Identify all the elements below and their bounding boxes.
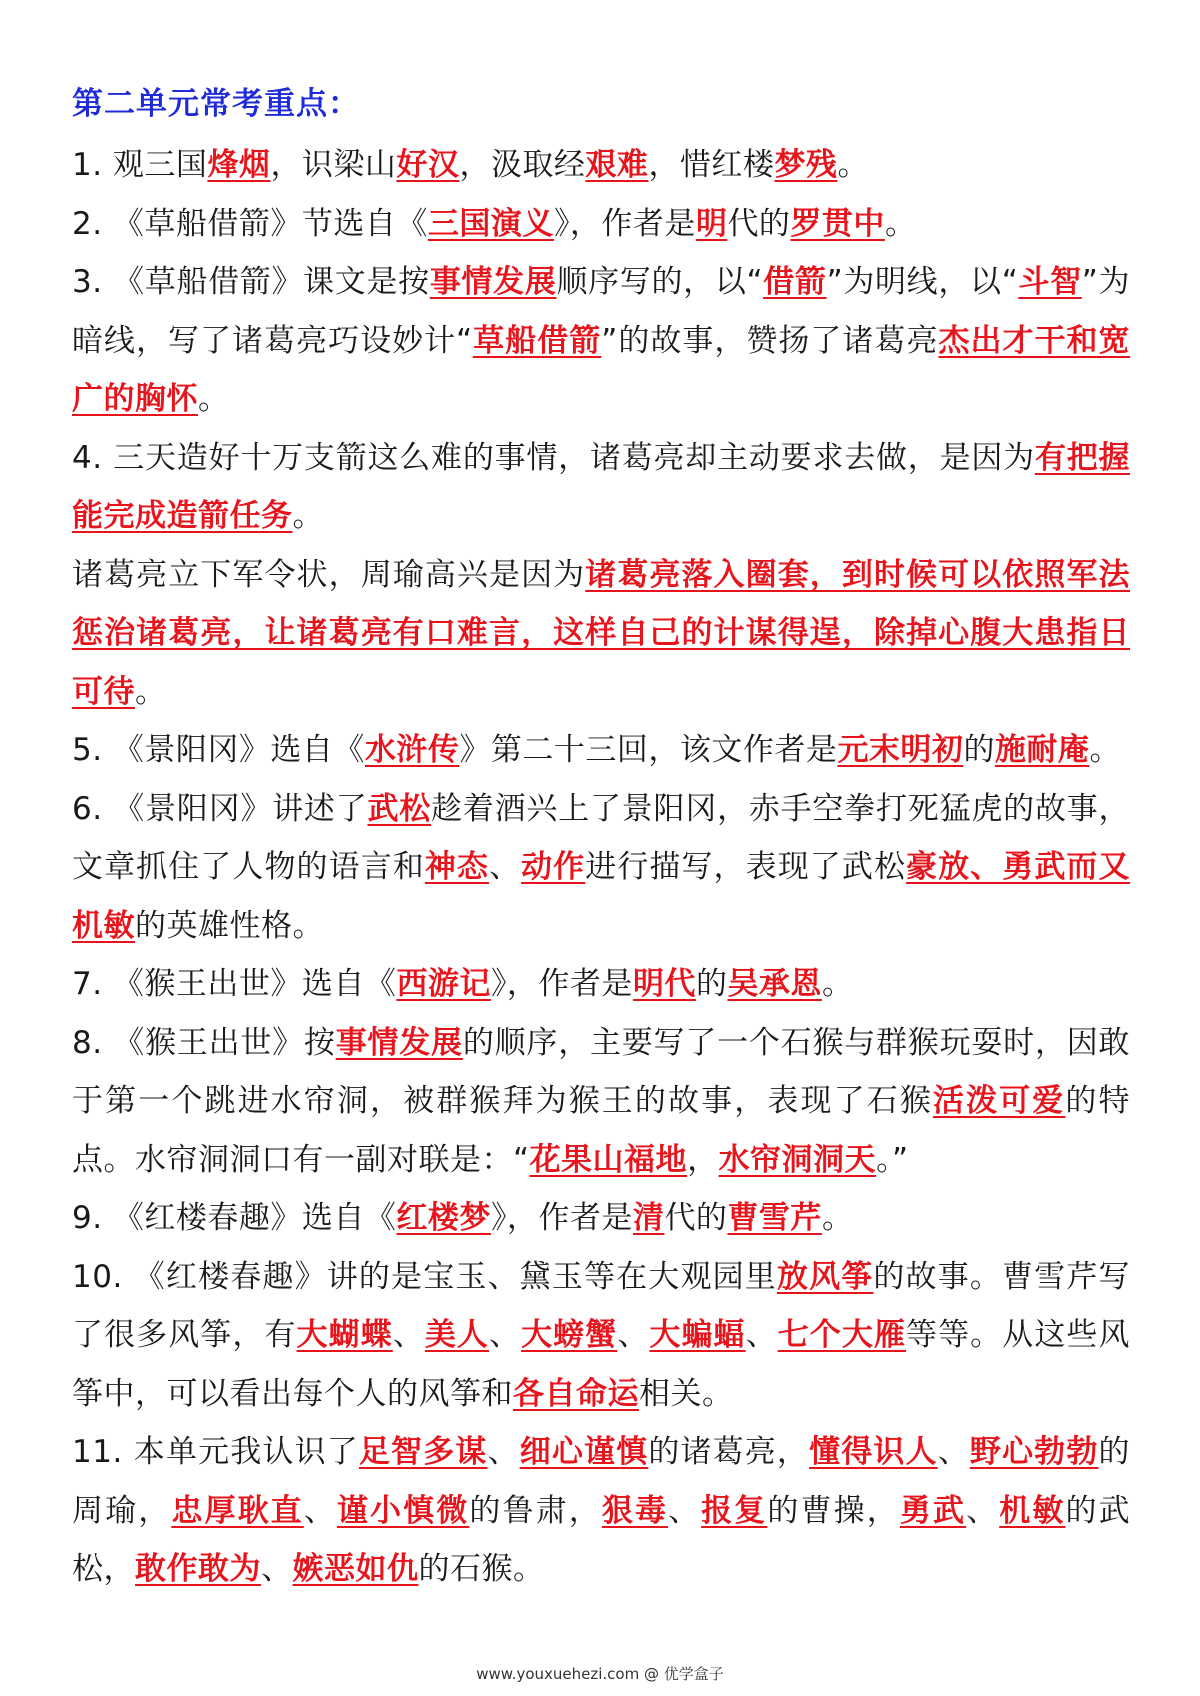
key-point-paragraph: [72, 1014, 1130, 1190]
answer-highlight: 吴承恩: [727, 966, 822, 1002]
body-text: 的周瑜，: [72, 1434, 1130, 1529]
answer-highlight: 动作: [521, 849, 586, 885]
answer-highlight: 武松: [367, 790, 432, 827]
key-point-paragraph: [72, 1423, 1130, 1599]
body-text: 、: [392, 1317, 425, 1353]
answer-highlight: 水帘洞洞天: [718, 1141, 877, 1178]
body-text: 》，作者是: [490, 966, 633, 1002]
body-text: 8. 《猴王出世》按: [72, 1024, 336, 1061]
body-text: 顺序写的，以“: [556, 264, 764, 300]
answer-highlight: 草船借箭: [472, 322, 602, 359]
answer-highlight: 机敏: [999, 1492, 1066, 1529]
answer-highlight: 红楼梦: [396, 1200, 491, 1236]
footer-watermark: www.youxuehezi.com @ 优学盒子: [476, 1665, 724, 1683]
answer-highlight: 懂得识人: [809, 1434, 938, 1470]
body-text: 的曹操，: [767, 1492, 900, 1529]
body-text: 11. 本单元我认识了: [72, 1434, 359, 1470]
answer-highlight: 曹雪芹: [727, 1200, 822, 1236]
answer-highlight: 放风筝: [776, 1258, 874, 1295]
body-text: 、: [668, 1492, 702, 1529]
answer-highlight: 好汉: [396, 147, 460, 183]
body-text: 、: [303, 1492, 337, 1529]
body-text: 。: [292, 498, 324, 534]
body-text: 6. 《景阳冈》讲述了: [72, 790, 368, 827]
answer-highlight: 烽烟: [207, 147, 271, 183]
answer-highlight: 勇武: [899, 1492, 967, 1529]
answer-highlight: 诸葛亮落入圈套，到时候可以依照军法惩治诸葛亮，让诸葛亮有口难言，这样自己的计谋得逞，除掉心腹大患指日可待: [72, 556, 1130, 710]
body-text: 的特点。水帘洞洞口有一副对联是：“: [72, 1083, 1131, 1178]
answer-highlight: 豪放、勇武而又机敏: [72, 849, 1130, 944]
body-text: 、: [966, 1492, 1000, 1529]
body-text: ”的故事，赞扬了诸葛亮: [601, 322, 939, 359]
key-points-list: [72, 136, 1130, 1599]
answer-highlight: 事情发展: [335, 1024, 463, 1061]
answer-highlight: 活泼可爱: [932, 1083, 1066, 1119]
key-point-paragraph: [72, 721, 1130, 780]
answer-highlight: 西游记: [396, 966, 491, 1002]
answer-highlight: 斗智: [1018, 264, 1082, 300]
answer-highlight: 施耐庵: [994, 732, 1090, 768]
key-point-paragraph: [72, 253, 1130, 429]
answer-highlight: 艰难: [585, 147, 649, 183]
body-text: 1. 观三国: [72, 147, 208, 183]
page-title: 第二单元常考重点：: [72, 86, 360, 122]
answer-highlight: 细心谨慎: [519, 1434, 649, 1470]
body-text: 的: [963, 732, 995, 768]
answer-highlight: 野心勃勃: [969, 1434, 1099, 1470]
body-text: ，惜红楼: [648, 147, 775, 183]
key-point-paragraph: [72, 1189, 1130, 1248]
body-text: 的: [695, 966, 728, 1002]
body-text: 的石猴。: [418, 1551, 545, 1587]
key-point-paragraph: [72, 195, 1130, 254]
answer-highlight: 神态: [424, 849, 490, 885]
answer-highlight: 敢作敢为: [135, 1551, 261, 1587]
answer-highlight: 梦残: [774, 147, 838, 183]
body-text: 》第二十三回，该文作者是: [459, 732, 838, 768]
body-text: 的英雄性格。: [135, 907, 324, 944]
body-text: 。”: [876, 1141, 909, 1178]
body-text: 。: [1089, 732, 1121, 768]
answer-highlight: 七个大雁: [777, 1317, 907, 1353]
body-text: 》，作者是: [553, 205, 696, 242]
answer-highlight: 嫉恶如仇: [292, 1551, 419, 1587]
key-point-paragraph: [72, 429, 1130, 546]
answer-highlight: 三国演义: [427, 205, 554, 242]
key-point-paragraph: [72, 136, 1130, 195]
body-text: 3. 《草船借箭》课文是按: [72, 264, 430, 300]
body-text: 、: [617, 1317, 650, 1353]
answer-highlight: 借箭: [763, 264, 827, 300]
key-point-paragraph: [72, 955, 1130, 1014]
body-text: 、: [489, 849, 522, 885]
body-text: 、: [489, 1317, 522, 1353]
body-text: 、: [487, 1434, 520, 1470]
answer-highlight: 明: [695, 205, 728, 242]
body-text: 的鲁肃，: [469, 1492, 602, 1529]
key-point-paragraph: [72, 1248, 1130, 1424]
answer-highlight: 大蝙蝠: [649, 1317, 746, 1353]
body-text: 。: [821, 1200, 854, 1236]
body-text: 。: [198, 381, 230, 417]
answer-highlight: 美人: [424, 1317, 490, 1353]
body-text: 的武松，: [72, 1492, 1131, 1587]
body-text: 5. 《景阳冈》选自《: [72, 732, 365, 768]
answer-highlight: 报复: [701, 1492, 768, 1529]
body-text: 、: [261, 1551, 293, 1587]
answer-highlight: 清: [632, 1200, 665, 1236]
answer-highlight: 大螃蟹: [521, 1317, 618, 1353]
answer-highlight: 水浒传: [364, 732, 460, 768]
body-text: 。: [821, 966, 854, 1002]
answer-highlight: 大蝴蝶: [296, 1317, 393, 1353]
document-page: [72, 82, 1130, 1599]
key-point-paragraph: [72, 546, 1130, 722]
body-text: 的诸葛亮，: [648, 1434, 810, 1470]
answer-highlight: 罗贯中: [790, 205, 885, 242]
body-text: 。: [884, 205, 917, 242]
body-text: 。: [135, 673, 167, 710]
answer-highlight: 谨小慎微: [336, 1492, 470, 1529]
body-text: 9. 《红楼春趣》选自《: [72, 1200, 397, 1236]
answer-highlight: 杰出才干和宽广的胸怀: [72, 322, 1131, 417]
body-text: ”为暗线，写了诸葛亮巧设妙计“: [72, 264, 1131, 359]
body-text: 10. 《红楼春趣》讲的是宝玉、黛玉等在大观园里: [72, 1258, 777, 1295]
body-text: ”为明线，以“: [826, 264, 1019, 300]
body-text: 。: [837, 147, 869, 183]
body-text: 4. 三天造好十万支箭这么难的事情，诸葛亮却主动要求去做，是因为: [72, 439, 1035, 476]
answer-highlight: 有把握能完成造箭任务: [72, 439, 1131, 534]
body-text: 的故事。曹雪芹写了很多风筝，有: [72, 1258, 1130, 1353]
body-text: 》，作者是: [490, 1200, 633, 1236]
body-text: 代的: [727, 205, 791, 242]
body-text: ，识梁山: [270, 147, 397, 183]
answer-highlight: 花果山福地: [529, 1141, 688, 1178]
body-text: 趁着酒兴上了景阳冈，赤手空拳打死猛虎的故事，文章抓住了人物的语言和: [72, 790, 1131, 885]
answer-highlight: 元末明初: [837, 732, 964, 768]
answer-highlight: 足智多谋: [358, 1434, 488, 1470]
body-text: ，汲取经: [459, 147, 586, 183]
answer-highlight: 狠毒: [601, 1492, 669, 1529]
answer-highlight: 忠厚耿直: [171, 1492, 304, 1529]
body-text: 、: [937, 1434, 970, 1470]
body-text: 、: [745, 1317, 778, 1353]
body-text: 7. 《猴王出世》选自《: [72, 966, 397, 1002]
answer-highlight: 明代: [632, 966, 696, 1002]
body-text: 等等。从这些风筝中，可以看出每个人的风筝和: [72, 1317, 1130, 1412]
key-point-paragraph: [72, 780, 1130, 956]
body-text: 进行描写，表现了武松: [585, 849, 907, 885]
body-text: 相关。: [639, 1375, 734, 1412]
body-text: ，: [687, 1141, 719, 1178]
body-text: 代的: [664, 1200, 728, 1236]
body-text: 诸葛亮立下军令状，周瑜高兴是因为: [72, 556, 586, 593]
body-text: 的顺序，主要写了一个石猴与群猴玩耍时，因敢于第一个跳进水帘洞，被群猴拜为猴王的故事，表现了石猴: [72, 1024, 1131, 1119]
answer-highlight: 事情发展: [429, 264, 557, 300]
answer-highlight: 各自命运: [513, 1375, 639, 1412]
body-text: 2. 《草船借箭》节选自《: [72, 205, 428, 242]
